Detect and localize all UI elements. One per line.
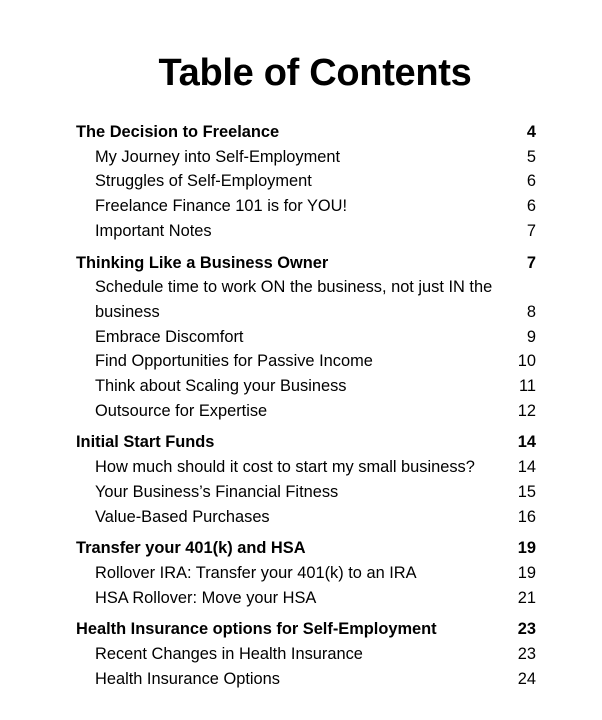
- toc-heading[interactable]: [76, 251, 536, 276]
- toc-entry[interactable]: [76, 275, 536, 324]
- toc-entry-label: Outsource for Expertise: [95, 401, 268, 420]
- toc-page-number: 24: [517, 669, 536, 688]
- toc-heading-label: Health Insurance options for Self-Employment: [76, 620, 437, 639]
- toc-page-number: 9: [526, 327, 536, 346]
- toc-entry-label: Value-Based Purchases: [95, 507, 270, 526]
- toc-heading[interactable]: [76, 430, 536, 455]
- toc-section: [76, 430, 536, 529]
- page-title: Table of Contents: [158, 52, 472, 94]
- toc-heading-label: The Decision to Freelance: [76, 123, 280, 141]
- toc-entry[interactable]: [76, 505, 536, 530]
- toc-page-number: 19: [517, 563, 536, 582]
- toc-section: [76, 536, 536, 610]
- toc-page-number: 8: [526, 302, 536, 321]
- table-of-contents: [76, 120, 536, 698]
- toc-entry[interactable]: [76, 561, 536, 586]
- toc-entry-label: Your Business’s Financial Fitness: [95, 482, 339, 501]
- toc-entry-label: Freelance Finance 101 is for YOU!: [95, 197, 348, 216]
- toc-page-number: 11: [518, 377, 536, 396]
- toc-page-number: 5: [526, 147, 536, 166]
- toc-entry[interactable]: [76, 455, 536, 480]
- toc-entry[interactable]: [76, 194, 536, 219]
- toc-page-number: 6: [526, 172, 536, 191]
- toc-page-number: 23: [517, 645, 536, 664]
- toc-entry-label: Embrace Discomfort: [95, 327, 244, 346]
- toc-entry-label: HSA Rollover: Move your HSA: [95, 588, 317, 607]
- toc-entry-label: Recent Changes in Health Insurance: [95, 645, 363, 664]
- toc-page-number: 12: [517, 401, 536, 420]
- toc-entry-label: My Journey into Self-Employment: [95, 147, 341, 166]
- toc-section: [76, 120, 536, 244]
- toc-entry-label: Struggles of Self-Employment: [95, 172, 312, 191]
- toc-entry[interactable]: [76, 169, 536, 194]
- toc-entry-label: How much should it cost to start my small business?: [95, 458, 475, 477]
- toc-entry[interactable]: [76, 349, 536, 374]
- toc-section: [76, 617, 536, 691]
- toc-page-number: 21: [517, 588, 536, 607]
- toc-entry[interactable]: [76, 374, 536, 399]
- toc-entry-label: Important Notes: [95, 221, 212, 240]
- toc-entry[interactable]: [76, 586, 536, 611]
- toc-page-number: 15: [517, 482, 536, 501]
- toc-page-number: 14: [517, 433, 536, 452]
- toc-entry[interactable]: [76, 219, 536, 244]
- toc-page-number: 14: [517, 458, 536, 477]
- toc-entry-label: Think about Scaling your Business: [95, 377, 347, 396]
- toc-page-number: 7: [526, 253, 536, 272]
- toc-section: [76, 251, 536, 424]
- toc-heading[interactable]: [76, 536, 536, 561]
- toc-entry[interactable]: [76, 667, 536, 692]
- toc-heading-label: Transfer your 401(k) and HSA: [76, 539, 306, 558]
- toc-entry-label: Schedule time to work ON the business, not just IN the business: [95, 278, 493, 321]
- toc-page-number: 6: [526, 197, 536, 216]
- toc-page-number: 16: [517, 507, 536, 526]
- toc-heading[interactable]: [76, 617, 536, 642]
- toc-page-number: 7: [526, 221, 536, 240]
- toc-page-number: 19: [517, 539, 536, 558]
- toc-heading-label: Thinking Like a Business Owner: [76, 253, 329, 272]
- toc-heading[interactable]: [76, 120, 536, 145]
- toc-page-number: 23: [517, 620, 536, 639]
- toc-entry[interactable]: [76, 145, 536, 170]
- toc-entry[interactable]: [76, 325, 536, 350]
- toc-entry-label: Find Opportunities for Passive Income: [95, 352, 373, 371]
- toc-entry-label: Health Insurance Options: [95, 669, 280, 688]
- toc-heading-label: Initial Start Funds: [76, 433, 215, 452]
- toc-page-number: 10: [517, 352, 536, 371]
- toc-entry-label: Rollover IRA: Transfer your 401(k) to an IRA: [95, 563, 417, 582]
- toc-page-number: 4: [526, 123, 536, 141]
- toc-entry[interactable]: [76, 399, 536, 424]
- toc-entry[interactable]: [76, 642, 536, 667]
- toc-entry[interactable]: [76, 480, 536, 505]
